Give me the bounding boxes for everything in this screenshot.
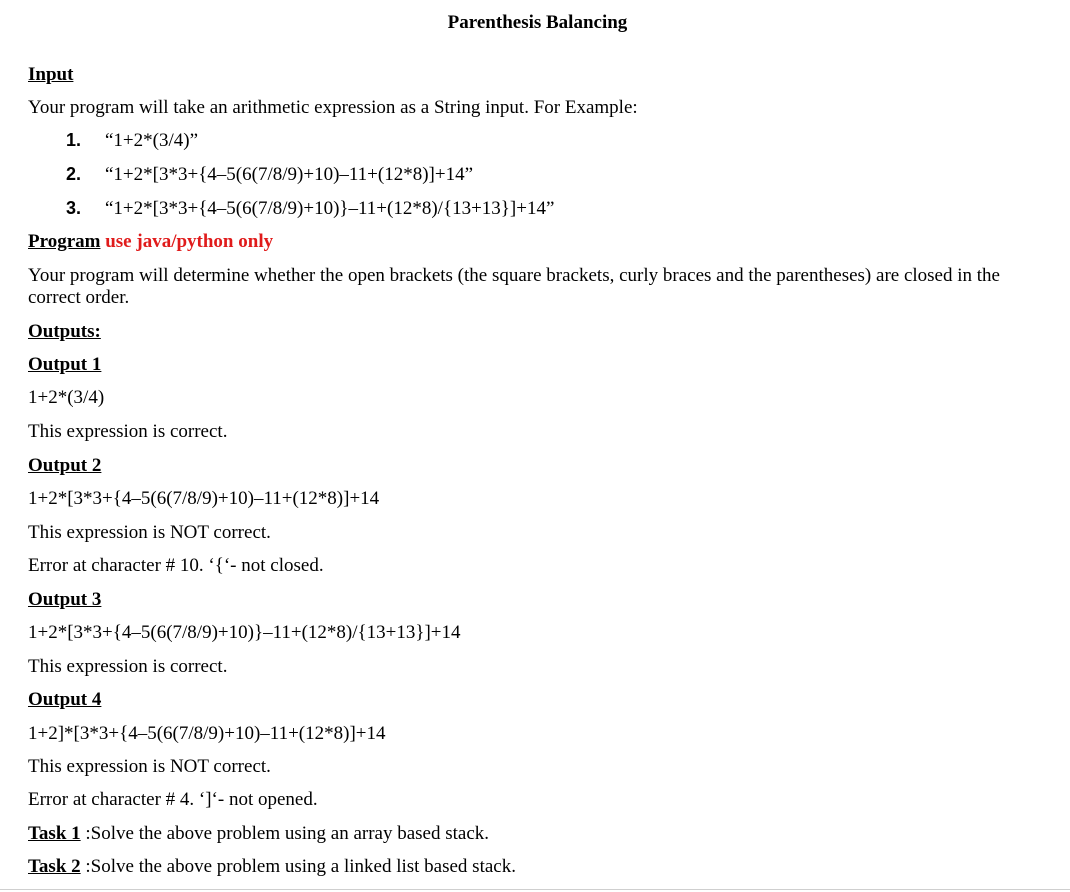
output-heading: Output 2 (28, 455, 102, 476)
output-heading: Output 1 (28, 354, 102, 375)
output-result: This expression is correct. (28, 656, 228, 677)
output-result: This expression is correct. (28, 421, 228, 442)
program-language-note: use java/python only (105, 231, 274, 252)
output-heading: Output 3 (28, 589, 102, 610)
output-result: This expression is NOT correct. (28, 522, 271, 543)
program-heading: Program (28, 231, 101, 252)
task-text: :Solve the above problem using an array based stack. (80, 823, 490, 844)
page-title: Parenthesis Balancing (447, 12, 628, 33)
output-expression: 1+2*(3/4) (28, 387, 105, 408)
task-line (28, 823, 489, 845)
example-number: 3. (66, 198, 82, 218)
page-bottom-rule (0, 889, 1070, 890)
output-expression: 1+2*[3*3+{4–5(6(7/8/9)+10)–11+(12*8)]+14 (28, 488, 380, 509)
task-line (28, 856, 516, 878)
task-text: :Solve the above problem using a linked list based stack. (80, 856, 516, 877)
output-expression: 1+2*[3*3+{4–5(6(7/8/9)+10)}–11+(12*8)/{13+13}]+14 (28, 622, 461, 643)
task-heading: Task 2 (28, 856, 81, 877)
output-expression: 1+2]*[3*3+{4–5(6(7/8/9)+10)–11+(12*8)]+14 (28, 723, 386, 744)
output-result: This expression is NOT correct. (28, 756, 271, 777)
example-expression: “1+2*(3/4)” (105, 130, 199, 151)
example-expression: “1+2*[3*3+{4–5(6(7/8/9)+10)}–11+(12*8)/{13+13}]+14” (105, 198, 555, 219)
outputs-heading: Outputs: (28, 321, 101, 342)
task-heading: Task 1 (28, 823, 81, 844)
output-error: Error at character # 10. ‘{‘- not closed. (28, 555, 324, 576)
program-description: Your program will determine whether the open brackets (the square brackets, curly braces and the parentheses) are closed in the correct order. (28, 265, 1000, 308)
example-number: 1. (66, 130, 82, 150)
input-description: Your program will take an arithmetic expression as a String input. For Example: (28, 97, 638, 118)
input-heading: Input (28, 64, 74, 85)
output-error: Error at character # 4. ‘]‘- not opened. (28, 789, 318, 810)
output-heading: Output 4 (28, 689, 102, 710)
example-number: 2. (66, 164, 82, 184)
program-heading-line (28, 231, 273, 253)
example-expression: “1+2*[3*3+{4–5(6(7/8/9)+10)–11+(12*8)]+14” (105, 164, 474, 185)
